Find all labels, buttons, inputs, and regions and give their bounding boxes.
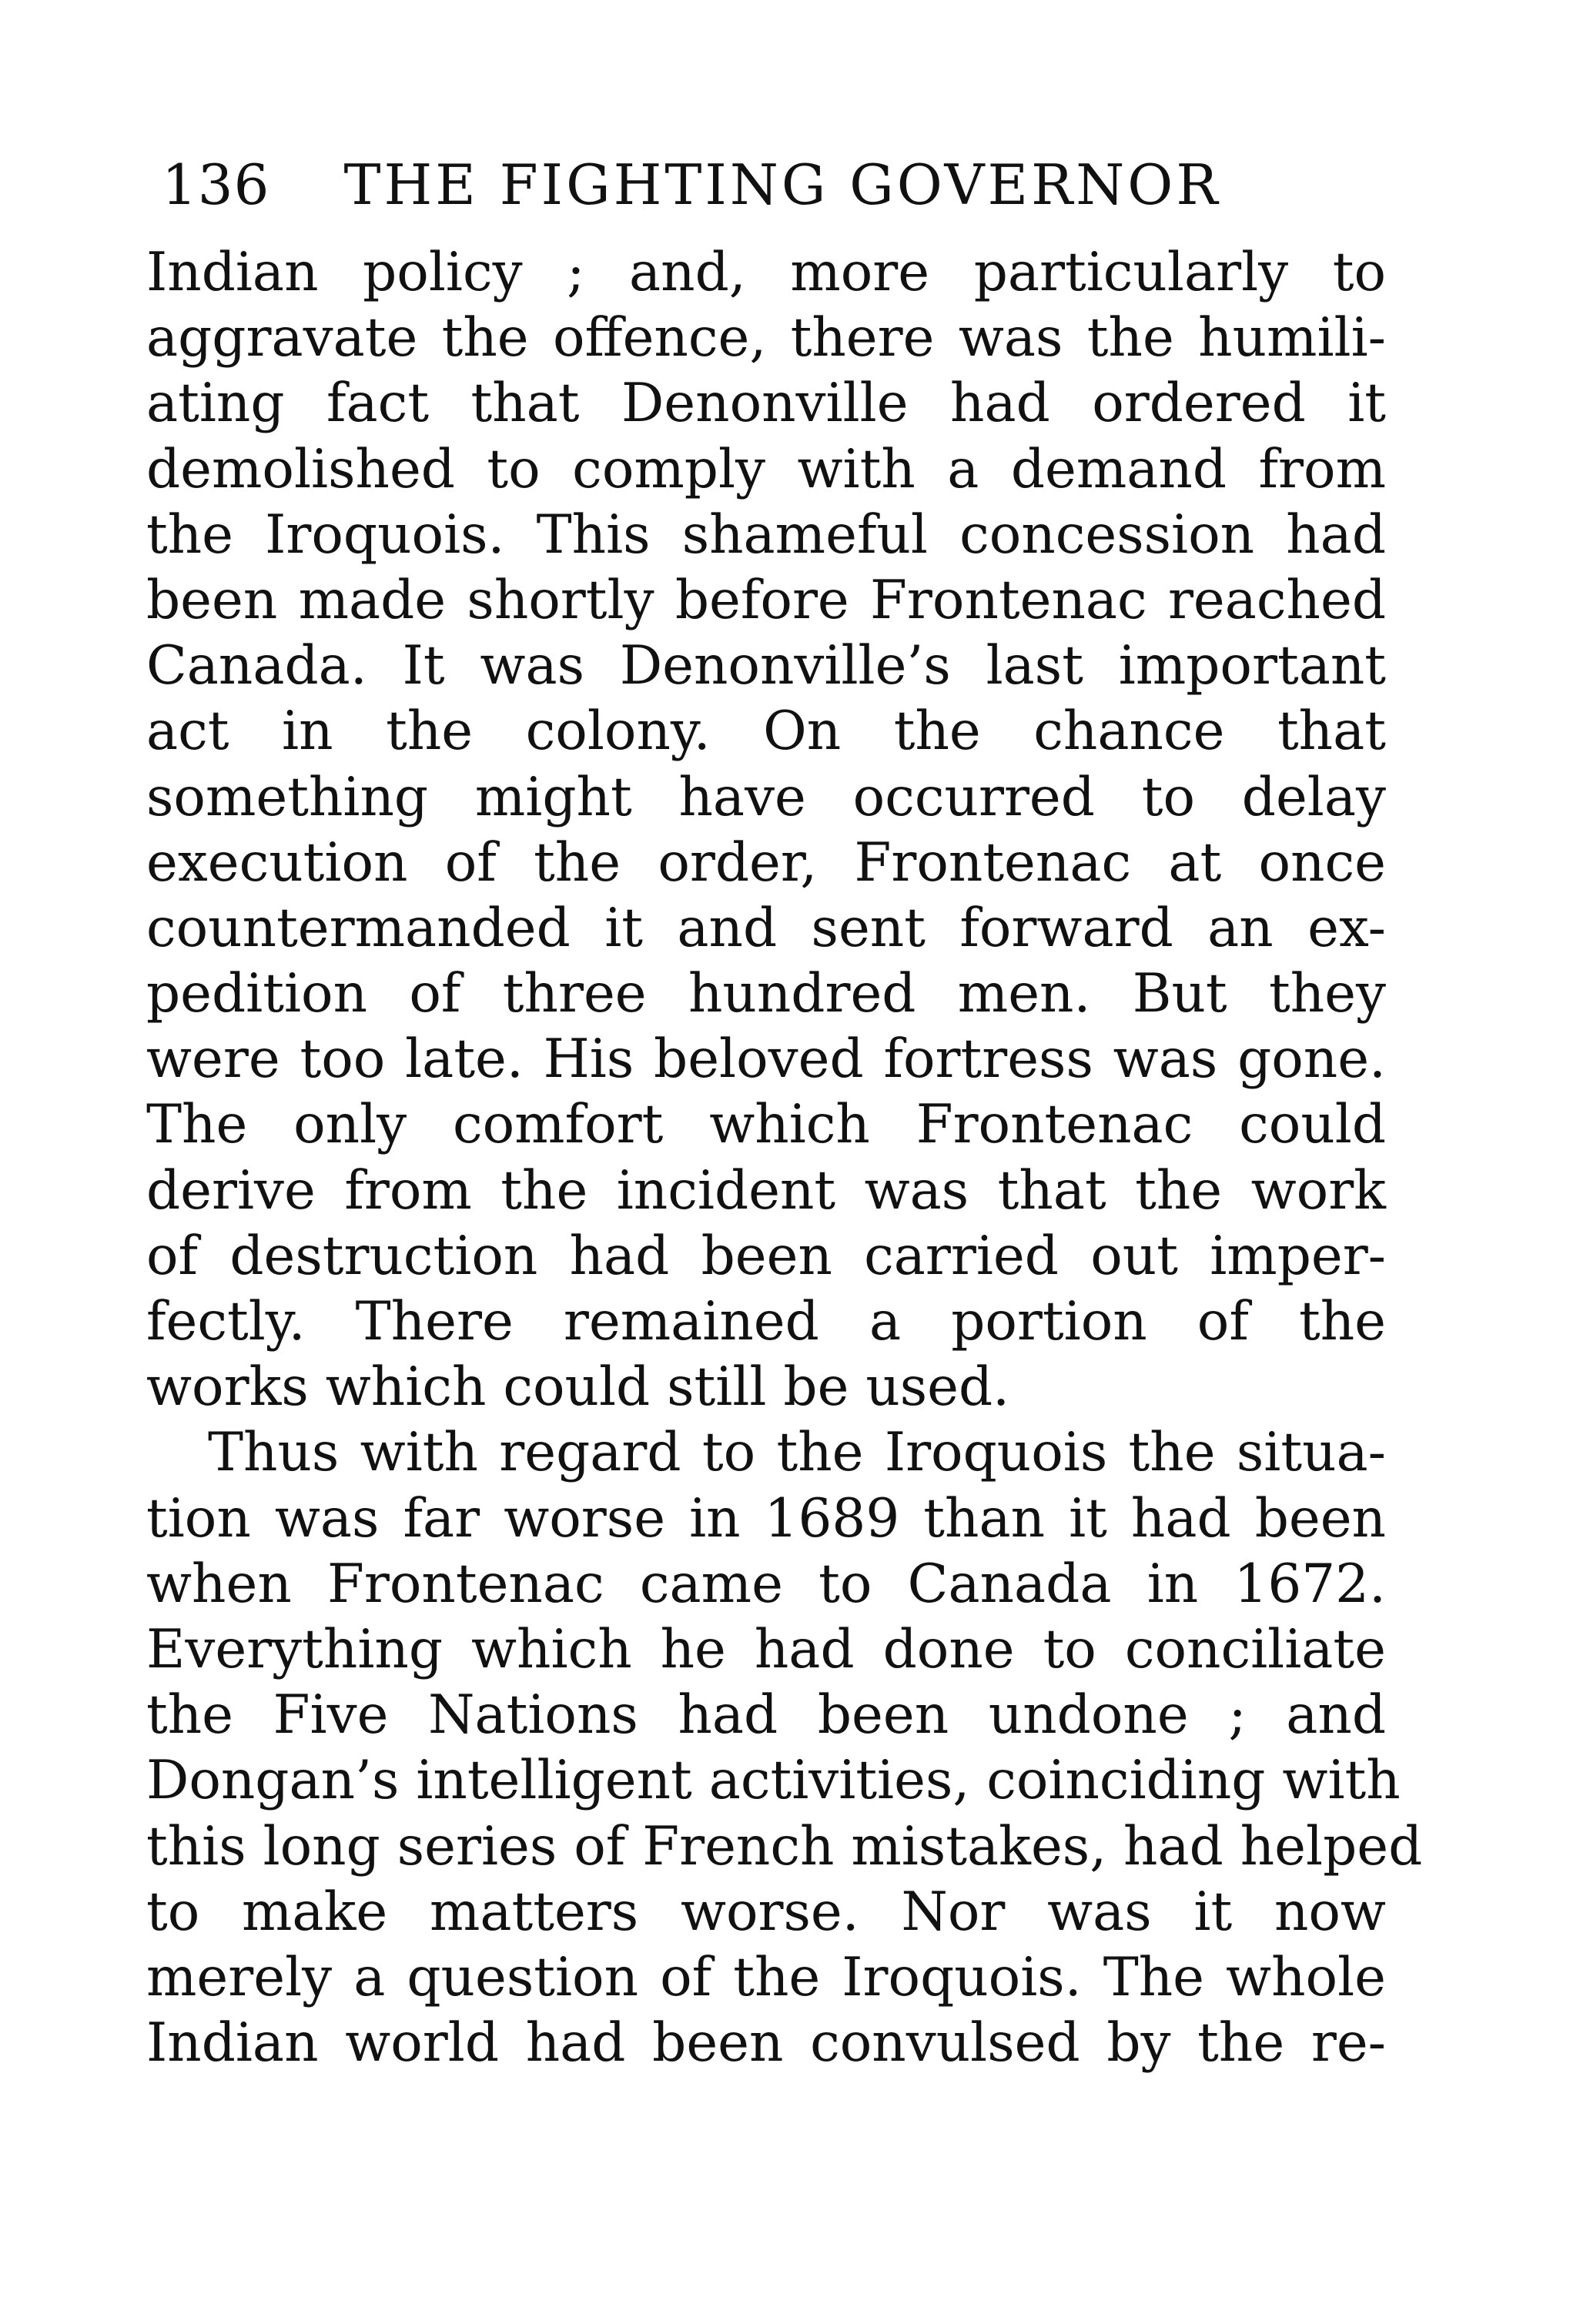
- text-line: demolished to comply with a demand from: [146, 438, 1386, 500]
- text-line: fectly. There remained a portion of the: [146, 1291, 1386, 1353]
- text-line: countermanded it and sent forward an ex-: [146, 897, 1386, 959]
- text-line: of destruction had been carried out imper-: [146, 1225, 1386, 1287]
- text-line: Everything which he had done to conciliate: [146, 1618, 1386, 1680]
- text-line: aggravate the offence, there was the humili-: [146, 307, 1386, 369]
- running-head: THE FIGHTING GOVERNOR: [343, 152, 1221, 217]
- text-line: execution of the order, Frontenac at once: [146, 831, 1386, 894]
- page-number: 136: [162, 152, 270, 217]
- text-line: been made shortly before Frontenac reached: [146, 569, 1386, 631]
- text-line: Dongan’s intelligent activities, coinciding with: [146, 1750, 1401, 1812]
- text-line: when Frontenac came to Canada in 1672.: [146, 1553, 1386, 1615]
- text-line: Thus with regard to the Iroquois the situa-: [208, 1422, 1386, 1484]
- text-line: act in the colony. On the chance that: [146, 701, 1386, 763]
- text-line: were too late. His beloved fortress was gone.: [146, 1028, 1386, 1091]
- text-line: Indian policy ; and, more particularly to: [146, 242, 1386, 303]
- text-line: Canada. It was Denonville’s last important: [146, 635, 1386, 697]
- text-line: tion was far worse in 1689 than it had been: [146, 1487, 1386, 1550]
- text-line: to make matters worse. Nor was it now: [146, 1881, 1386, 1943]
- text-line: the Five Nations had been undone ; and: [146, 1684, 1386, 1747]
- text-line: the Iroquois. This shameful concession had: [146, 503, 1386, 566]
- text-line: derive from the incident was that the work: [146, 1159, 1386, 1222]
- text-line: pedition of three hundred men. But they: [146, 963, 1386, 1025]
- text-line: merely a question of the Iroquois. The whole: [146, 1946, 1386, 2008]
- text-line: this long series of French mistakes, had helped: [146, 1815, 1423, 1878]
- text-line: Indian world had been convulsed by the re-: [146, 2012, 1386, 2075]
- page-header: [162, 146, 1424, 223]
- text-line: The only comfort which Frontenac could: [146, 1094, 1386, 1156]
- text-line: something might have occurred to delay: [146, 766, 1386, 828]
- text-line: ating fact that Denonville had ordered it: [146, 373, 1386, 435]
- text-line: works which could still be used.: [146, 1356, 1010, 1419]
- body-text: [146, 240, 1423, 2076]
